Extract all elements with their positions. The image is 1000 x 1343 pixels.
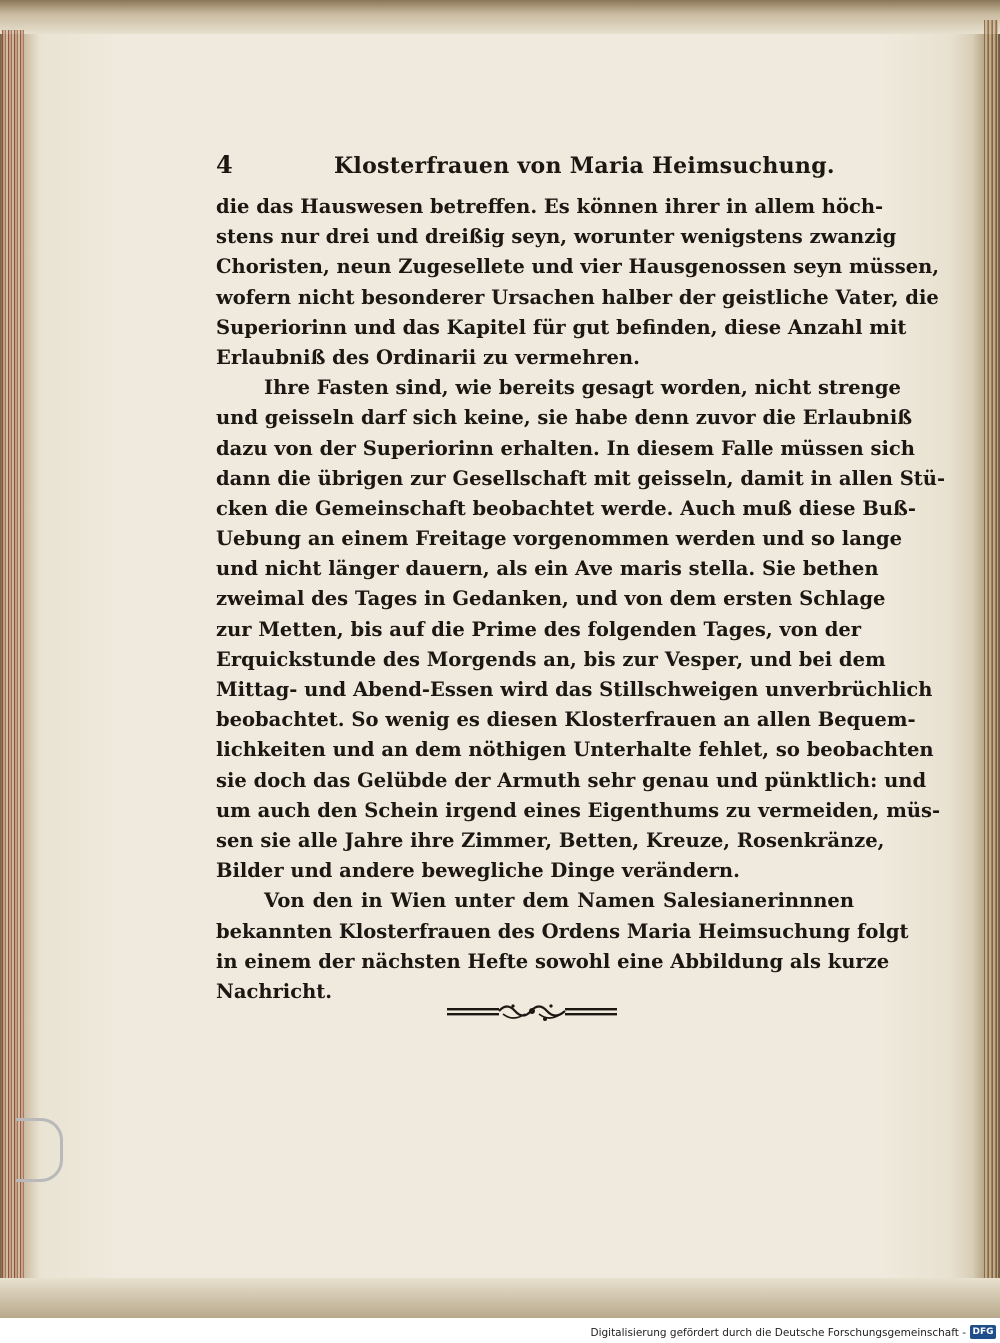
text-line: zur Metten, bis auf die Prime des folgenden Tages, von der (216, 617, 862, 641)
page-text (216, 150, 946, 1007)
page-edge-right (984, 20, 998, 1300)
paper-clip-icon (16, 1118, 63, 1182)
text-line: in einem der nächsten Hefte sowohl eine Abbildung als kurze (216, 949, 890, 973)
text-line: Von den in Wien unter dem Namen Salesianerinnnen (264, 889, 854, 913)
typographic-rule-ornament-icon (447, 1000, 617, 1024)
text-line: Erquickstunde des Morgends an, bis zur Vesper, und bei dem (216, 647, 886, 671)
funding-note: Digitalisierung gefördert durch die Deutsche Forschungsgemeinschaft - (590, 1327, 966, 1339)
text-line: um auch den Schein irgend eines Eigenthums zu vermeiden, müs- (216, 798, 941, 822)
text-line: beobachtet. So wenig es diesen Klosterfrauen an allen Bequem- (216, 708, 916, 732)
text-line: wofern nicht besonderer Ursachen halber der geistliche Vater, die (216, 285, 939, 309)
dfg-logo-icon: DFG (970, 1325, 996, 1339)
text-line: und nicht länger dauern, als ein Ave maris stella. Sie bethen (216, 557, 879, 581)
running-head (216, 150, 854, 186)
text-line: zweimal des Tages in Gedanken, und von dem ersten Schlage (216, 587, 886, 611)
text-line: Superiorinn und das Kapitel für gut befinden, diese Anzahl mit (216, 315, 907, 339)
page-number: 4 (216, 150, 233, 179)
text-line: lichkeiten und an dem nöthigen Unterhalte fehlet, so beobachten (216, 738, 934, 762)
running-title: Klosterfrauen von Maria Heimsuchung. (334, 153, 835, 179)
text-line: und geisseln darf sich keine, sie habe denn zuvor die Erlaubniß (216, 406, 913, 430)
text-line: Uebung an einem Freitage vorgenommen werden und so lange (216, 527, 903, 551)
text-line: cken die Gemeinschaft beobachtet werde. Auch muß diese Buß- (216, 496, 916, 520)
text-line: Choristen, neun Zugesellete und vier Hausgenossen seyn müssen, (216, 255, 940, 279)
text-line: Erlaubniß des Ordinarii zu vermehren. (216, 345, 640, 369)
text-line: Bilder und andere bewegliche Dinge verändern. (216, 859, 740, 883)
text-line: die das Hauswesen betreffen. Es können ihrer in allem höch- (216, 195, 884, 218)
text-line: dann die übrigen zur Gesellschaft mit geisseln, damit in allen Stü- (216, 466, 946, 490)
text-line: Nachricht. (216, 979, 333, 1003)
text-line: Ihre Fasten sind, wie bereits gesagt worden, nicht strenge (264, 376, 901, 400)
text-line: sen sie alle Jahre ihre Zimmer, Betten, Kreuze, Rosenkränze, (216, 828, 885, 852)
text-line: stens nur drei und dreißig seyn, worunter wenigstens zwanzig (216, 225, 897, 249)
text-line: sie doch das Gelübde der Armuth sehr genau und pünktlich: und (216, 768, 927, 792)
page-edge-left (2, 30, 24, 1300)
text-line: bekannten Klosterfrauen des Ordens Maria Heimsuchung folgt (216, 919, 909, 943)
text-line: Mittag- und Abend-Essen wird das Stillschweigen unverbrüchlich (216, 678, 933, 701)
text-line: dazu von der Superiorinn erhalten. In diesem Falle müssen sich (216, 436, 915, 460)
